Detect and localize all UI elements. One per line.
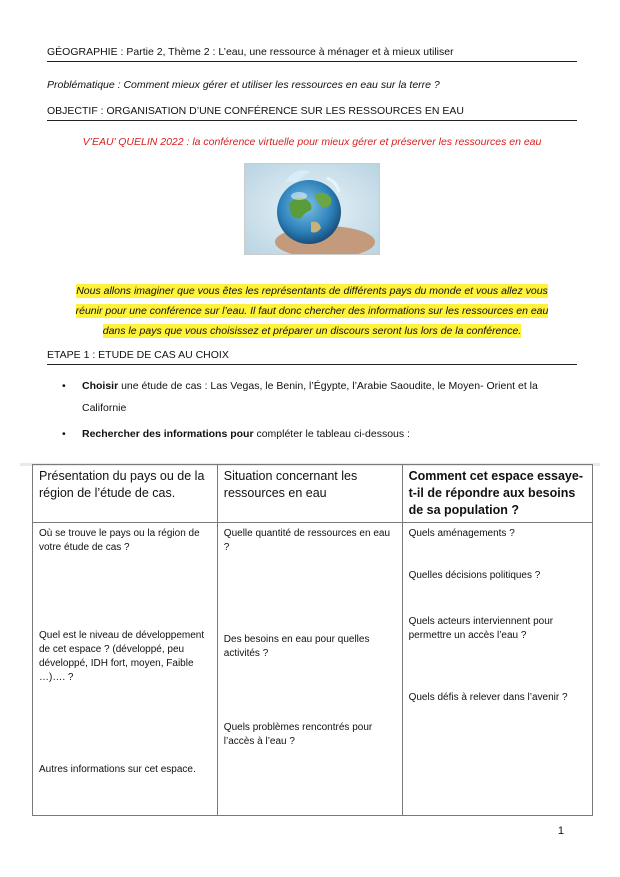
intro-line: dans le pays que vous choisissez et préparer un discours seront lus lors de la conférence. (102, 325, 522, 337)
objective-rule (47, 120, 577, 121)
table-row (33, 523, 593, 816)
table-cell-resources[interactable] (217, 523, 402, 816)
bullet-text: compléter le tableau ci-dessous : (253, 428, 410, 440)
intro-line: Nous allons imaginer que vous êtes les représentants de différents pays du monde et vous allez vous (76, 285, 548, 297)
list-item (62, 423, 572, 445)
document-header (47, 46, 577, 58)
question-text: Quelle quantité de ressources en eau ? (223, 528, 391, 553)
bullet-bold: Rechercher des informations pour (82, 428, 254, 440)
instruction-list (62, 375, 572, 445)
bullet-bold: Choisir (82, 380, 119, 392)
question-text: Quelles décisions politiques ? (408, 570, 541, 581)
column-header: Présentation du pays ou de la région de l’étude de cas. (33, 465, 218, 523)
list-item (62, 375, 572, 419)
intro-paragraph (47, 281, 577, 341)
question-text: Quel est le niveau de développement de cet espace ? (développé, peu développé, IDH fort, moyen, Faible …)…. ? (39, 630, 205, 683)
intro-line: réunir pour une conférence sur l’eau. Il faut donc chercher des informations sur les ressources en eau (75, 305, 549, 317)
table-cell-presentation[interactable] (33, 523, 218, 816)
problematic-text: Problématique : Comment mieux gérer et utiliser les ressources en eau sur la terre ? (47, 79, 440, 91)
objective-text: OBJECTIF : ORGANISATION D’UNE CONFÉRENCE SUR LES RESSOURCES EN EAU (47, 105, 464, 117)
table-cell-responses[interactable] (402, 523, 592, 816)
earth-water-drop-icon (245, 164, 379, 254)
page-title: GÉOGRAPHIE : Partie 2, Thème 2 : L’eau, une ressource à ménager et à mieux utiliser (47, 46, 454, 58)
question-text: Quels défis à relever dans l’avenir ? (408, 692, 568, 703)
table-header-row (33, 465, 593, 523)
question-text: Des besoins en eau pour quelles activités ? (223, 634, 370, 659)
question-text: Autres informations sur cet espace. (39, 764, 196, 775)
step-rule (47, 364, 577, 365)
bullet-text-cont: Californie (82, 402, 127, 414)
bullet-icon: • (62, 380, 66, 392)
bullet-icon: • (62, 428, 66, 440)
question-text: Quels problèmes rencontrés pour l’accès à l’eau ? (223, 722, 373, 747)
conference-title: V’EAU’ QUELIN 2022 : la conférence virtuelle pour mieux gérer et préserver les ressources en eau (82, 136, 542, 148)
column-header: Situation concernant les ressources en eau (217, 465, 402, 523)
case-study-table (32, 464, 593, 816)
question-text: Quels acteurs interviennent pour permettre un accès l’eau ? (408, 616, 554, 641)
earth-water-drop-image (244, 163, 380, 255)
question-text: Où se trouve le pays ou la région de votre étude de cas ? (39, 528, 200, 553)
bullet-text: une étude de cas : Las Vegas, le Benin, l’Égypte, l’Arabie Saoudite, le Moyen- Orient et la (118, 380, 538, 392)
column-header: Comment cet espace essaye-t-il de répondre aux besoins de sa population ? (402, 465, 592, 523)
question-text: Quels aménagements ? (408, 528, 515, 539)
page-number: 1 (557, 825, 564, 837)
header-rule (47, 61, 577, 62)
step-1-heading: ETAPE 1 : ETUDE DE CAS AU CHOIX (47, 349, 229, 361)
